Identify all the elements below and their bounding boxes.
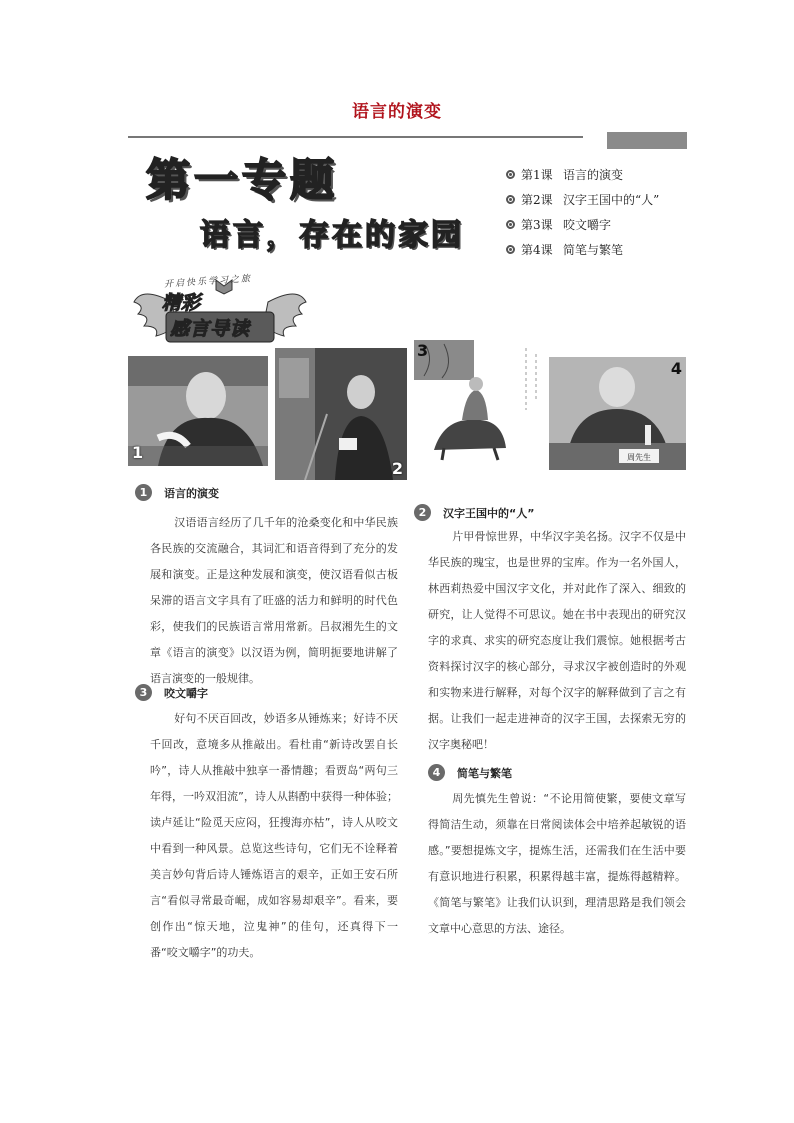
nameplate-text: 周先生 bbox=[627, 453, 651, 462]
section-title: 咬文嚼字 bbox=[164, 686, 208, 700]
bullet-icon bbox=[506, 245, 515, 254]
section-paragraph: 片甲骨惊世界，中华汉字美名扬。汉字不仅是中华民族的瑰宝，也是世界的宝库。作为一名外国人，林西莉热爱中国汉字文化，并对此作了深入、细致的研究，让人觉得不可思议。她在书中表现出的研究汉字的求真、求实的研究态度让我们震惊。她根据考古资料探讨汉字的核心部分，寻求汉字被创造时的外观和实物来进行解释，对每个汉字的解释做到了言之有据。让我们一起走进神奇的汉字王国，去探索无穷的汉字奥秘吧！ bbox=[428, 530, 686, 751]
section-number: 3 bbox=[135, 684, 152, 701]
section-body bbox=[428, 786, 686, 942]
lesson-number: 第2课 bbox=[521, 193, 553, 207]
photo-elderly-man-reading bbox=[128, 356, 268, 466]
bullet-icon bbox=[506, 220, 515, 229]
bullet-icon bbox=[506, 195, 515, 204]
section-heading bbox=[428, 764, 512, 781]
section-heading bbox=[135, 484, 219, 501]
lesson-item bbox=[506, 212, 706, 237]
page-title: 语言的演变 bbox=[352, 102, 442, 122]
banner-line1: 精彩 bbox=[162, 292, 201, 314]
section-body bbox=[428, 524, 686, 758]
lesson-number: 第3课 bbox=[521, 218, 553, 232]
bullet-icon bbox=[506, 170, 515, 179]
header-rule bbox=[128, 136, 583, 138]
section-title: 语言的演变 bbox=[164, 486, 219, 500]
section-number: 1 bbox=[135, 484, 152, 501]
lesson-number: 第4课 bbox=[521, 243, 553, 257]
lesson-number: 第1课 bbox=[521, 168, 553, 182]
lesson-item bbox=[506, 162, 706, 187]
lesson-name: 简笔与繁笔 bbox=[563, 243, 624, 257]
banner-top-text: 开启快乐学习之旅 bbox=[163, 273, 253, 291]
photo-man-at-desk bbox=[549, 357, 686, 470]
photo-number: 3 bbox=[417, 341, 429, 360]
lesson-item bbox=[506, 237, 706, 262]
header-gray-bar bbox=[607, 132, 687, 149]
photo-number: 1 bbox=[132, 443, 144, 462]
unit-title: 第一专题 bbox=[146, 155, 338, 206]
photo-number: 4 bbox=[670, 359, 682, 378]
lesson-name: 咬文嚼字 bbox=[563, 218, 612, 232]
lesson-name: 汉字王国中的“人” bbox=[563, 193, 660, 207]
banner-line2: 感言导读 bbox=[170, 318, 251, 340]
section-body bbox=[150, 510, 398, 692]
section-paragraph: 好句不厌百回改，妙语多从锤炼来；好诗不厌千回改，意境多从推敲出。看杜甫“新诗改罢自长吟”，诗人从推敲中独享一番情趣；看贾岛“两句三年得，一吟双泪流”，诗人从斟酌中获得一种体验；读卢延让“险觅天应闷，狂搜海亦枯”，诗人从咬文中看到一种风景。总览这些诗句，它们无不诠释着美言妙句背后诗人锤炼语言的艰辛，正如王安石所言“看似寻常最奇崛，成如容易却艰辛”。看来，要创作出“惊天地，泣鬼神”的佳句，还真得下一番“咬文嚼字”的功夫。 bbox=[150, 712, 398, 959]
section-title: 汉字王国中的“人” bbox=[443, 506, 535, 520]
section-number: 2 bbox=[414, 504, 431, 521]
section-title: 简笔与繁笔 bbox=[457, 766, 512, 780]
lesson-list bbox=[506, 162, 706, 262]
photo-rider-on-donkey bbox=[414, 340, 544, 465]
section-heading bbox=[414, 504, 534, 521]
section-number: 4 bbox=[428, 764, 445, 781]
unit-subtitle: 语言，存在的家园 bbox=[200, 218, 464, 253]
reading-guide-banner bbox=[132, 272, 308, 350]
photo-woman-speaking bbox=[275, 348, 407, 480]
section-heading bbox=[135, 684, 208, 701]
section-paragraph: 汉语语言经历了几千年的沧桑变化和中华民族各民族的交流融合，其词汇和语音得到了充分的发展和演变。正是这种发展和演变，使汉语看似古板呆滞的语言文字具有了旺盛的活力和鲜明的时代色彩，使我们的民族语言常用常新。吕叔湘先生的文章《语言的演变》以汉语为例，简明扼要地讲解了语言演变的一般规律。 bbox=[150, 516, 398, 685]
section-paragraph: 周先慎先生曾说：“不论用简使繁，要使文章写得简洁生动，须靠在日常阅读体会中培养起敏锐的语感。”要想提炼文字，提炼生活，还需我们在生活中要有意识地进行积累，积累得越丰富，提炼得越精粹。《简笔与繁笔》让我们认识到，理清思路是我们领会文章中心意思的方法、途径。 bbox=[428, 792, 686, 935]
lesson-name: 语言的演变 bbox=[563, 168, 624, 182]
photo-number: 2 bbox=[391, 459, 403, 478]
section-body bbox=[150, 706, 398, 966]
lesson-item bbox=[506, 187, 706, 212]
